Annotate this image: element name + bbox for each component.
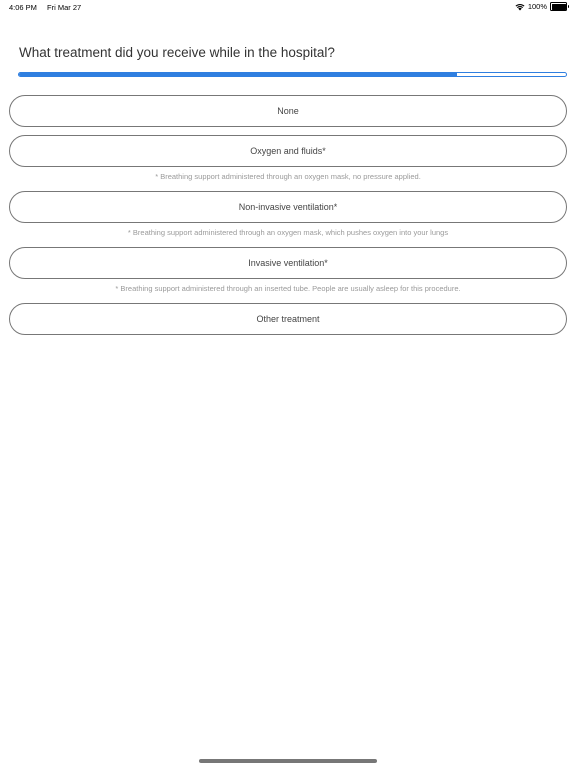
option-invasive-ventilation-button[interactable]: Invasive ventilation* [9, 247, 567, 279]
status-bar [0, 0, 576, 14]
option-other-treatment-button[interactable]: Other treatment [9, 303, 567, 335]
option-non-invasive-ventilation-button[interactable]: Non-invasive ventilation* [9, 191, 567, 223]
battery-nub [568, 5, 570, 8]
option-invasive-note: * Breathing support administered through an inserted tube. People are usually asleep for this procedure. [115, 284, 461, 293]
home-indicator[interactable] [199, 759, 377, 763]
status-bar-left [9, 3, 89, 12]
wifi-icon [515, 3, 525, 11]
battery-fill [552, 4, 566, 10]
option-oxygen-and-fluids-button[interactable]: Oxygen and fluids* [9, 135, 567, 167]
progress-bar [18, 72, 567, 77]
battery-icon [550, 2, 567, 11]
status-date: Fri Mar 27 [47, 3, 82, 12]
battery-percentage: 100% [527, 2, 547, 11]
question-title: What treatment did you receive while in the hospital? [19, 45, 335, 60]
status-bar-right [515, 2, 567, 11]
status-time: 4:06 PM [9, 3, 37, 12]
progress-bar-fill [19, 73, 457, 76]
option-oxygen-note: * Breathing support administered through an oxygen mask, no pressure applied. [155, 172, 421, 181]
option-none-button[interactable]: None [9, 95, 567, 127]
option-non-invasive-note: * Breathing support administered through an oxygen mask, which pushes oxygen into your lungs [127, 228, 449, 237]
